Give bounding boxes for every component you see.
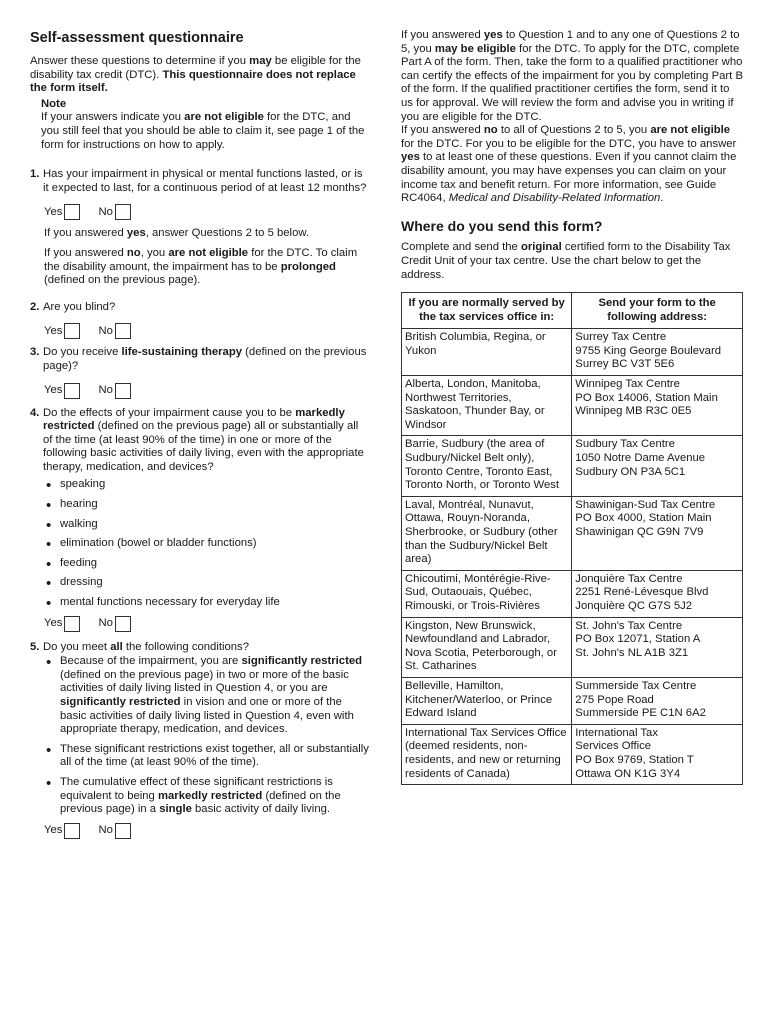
no-label: No: [98, 205, 113, 218]
address-line: St. John's NL A1B 3Z1: [575, 646, 689, 659]
address-line: 2251 René-Lévesque Blvd: [575, 586, 709, 599]
conditions-list: [44, 655, 370, 817]
intro-paragraph: Answer these questions to determine if you may be eligible for the disability tax credit (DTC). This questionnaire does not replace the form itself.: [30, 55, 361, 95]
yes-label: Yes: [44, 324, 63, 337]
question-4-answer: [44, 616, 370, 632]
question-4-text: Do the effects of your impairment cause you to be markedly restricted (defined on the previous page) all or substantially all of the time (at least 90% of the time) in one or more of the following basic activities of daily living, even with the appropriate therapy, medication, and devices?: [43, 406, 364, 473]
question-3-answer: [44, 383, 370, 399]
address-line: Shawinigan QC G9N 7V9: [575, 526, 704, 538]
list-item: • walking: [44, 518, 370, 532]
q4-no-checkbox[interactable]: [115, 616, 131, 632]
no-label: No: [98, 324, 113, 337]
table-row: [402, 436, 743, 496]
address-cell: [572, 496, 743, 570]
address-cell: [572, 724, 743, 784]
table-row: [402, 677, 743, 724]
office-cell: Chicoutimi, Montérégie-Rive-Sud, Outaouais, Québec, Rimouski, or Trois-Rivières: [402, 570, 572, 617]
send-instruction: Complete and send the original certified form to the Disability Tax Credit Unit of your tax centre. Use the chart below to get the address.: [401, 241, 731, 281]
address-line: Summerside PE C1N 6A2: [575, 707, 706, 720]
address-cell: [572, 436, 743, 496]
q4-yes-checkbox[interactable]: [64, 616, 80, 632]
address-line: Sudbury Tax Centre: [575, 438, 675, 451]
left-column: [30, 28, 370, 846]
question-number: 3.: [30, 346, 40, 359]
list-item: • The cumulative effect of these significant restrictions is equivalent to being markedly restricted (defined on the previous page) in a single basic activity of daily living.: [44, 776, 370, 817]
q1-yes-checkbox[interactable]: [64, 204, 80, 220]
list-item: • hearing: [44, 498, 370, 512]
table-header-row: [402, 293, 743, 329]
address-cell: [572, 570, 743, 617]
q1-yes-instruction: If you answered yes, answer Questions 2 to 5 below.: [44, 227, 310, 240]
address-cell: [572, 617, 743, 677]
list-item: • Because of the impairment, you are significantly restricted (defined on the previous page) in two or more of the basic activities of daily living listed in Question 4, or you are significantly restricted in vision and one or more of the basic activities of daily living listed in Question 4, even with appropriate therapy, medication, and devices.: [44, 655, 370, 737]
no-label: No: [98, 823, 113, 836]
q1-no-checkbox[interactable]: [115, 204, 131, 220]
address-line: Shawinigan-Sud Tax Centre: [575, 498, 716, 511]
section-heading: Where do you send this form?: [401, 217, 603, 234]
question-number: 2.: [30, 300, 40, 313]
question-number: 5.: [30, 640, 40, 653]
question-5: [30, 641, 370, 655]
question-1: [30, 168, 370, 195]
address-line: Surrey Tax Centre: [575, 331, 667, 344]
q5-yes-checkbox[interactable]: [64, 823, 80, 839]
office-cell: Laval, Montréal, Nunavut, Ottawa, Rouyn-Noranda, Sherbrooke, or Sudbury (other than the Sudbury/Nickel Belt area): [402, 496, 572, 570]
address-line: 275 Pope Road: [575, 693, 654, 706]
yes-label: Yes: [44, 205, 63, 218]
question-number: 1.: [30, 168, 40, 181]
activities-list: [44, 478, 370, 609]
address-line: International Tax: [575, 726, 658, 739]
list-item: • speaking: [44, 478, 370, 492]
yes-label: Yes: [44, 616, 63, 629]
office-cell: International Tax Services Office (deemed residents, non-residents, and new or returning residents of Canada): [402, 724, 572, 784]
q5-no-checkbox[interactable]: [115, 823, 131, 839]
address-line: Surrey BC V3T 5E6: [575, 358, 675, 371]
question-3: [30, 346, 370, 373]
address-line: Winnipeg MB R3C 0E5: [575, 405, 692, 418]
question-1-text: Has your impairment in physical or mental functions lasted, or is it expected to last, for a continuous period of at least 12 months?: [43, 168, 367, 194]
address-line: Ottawa ON K1G 3Y4: [575, 767, 681, 780]
eligible-paragraph: If you answered yes to Question 1 and to any one of Questions 2 to 5, you may be eligible for the DTC. To apply for the DTC, complete Part A of the form. Then, take the form to a qualified practitioner who can certify the effects of the impairment for you by completing Part B of the form. If the qualified practitioner certifies the form, send it to us for approval. We will review the form and advise you in writing if you are eligible for the DTC.: [401, 29, 743, 123]
no-label: No: [98, 616, 113, 629]
list-item: • dressing: [44, 576, 370, 590]
table-row: [402, 496, 743, 570]
question-5-text: Do you meet all the following conditions?: [43, 640, 249, 653]
address-line: 1050 Notre Dame Avenue: [575, 452, 706, 465]
right-column: [401, 29, 743, 785]
address-line: PO Box 9769, Station T: [575, 753, 694, 766]
no-label: No: [98, 383, 113, 396]
address-cell: [572, 376, 743, 436]
tax-centre-table: [401, 292, 743, 785]
address-line: Winnipeg Tax Centre: [575, 378, 680, 391]
question-2-answer: [44, 323, 370, 339]
column-header-office: If you are normally served by the tax services office in:: [402, 293, 572, 329]
table-row: [402, 329, 743, 376]
address-line: St. John's Tax Centre: [575, 619, 683, 632]
office-cell: Barrie, Sudbury (the area of Sudbury/Nickel Belt only), Toronto Centre, Toronto East, Toronto North, or Toronto West: [402, 436, 572, 496]
table-row: [402, 570, 743, 617]
question-4: [30, 407, 370, 475]
yes-label: Yes: [44, 383, 63, 396]
question-2: [30, 301, 370, 315]
q3-no-checkbox[interactable]: [115, 383, 131, 399]
question-2-text: Are you blind?: [43, 300, 116, 313]
list-item: • mental functions necessary for everyday life: [44, 596, 370, 610]
list-item: • elimination (bowel or bladder functions): [44, 537, 370, 551]
list-item: • feeding: [44, 557, 370, 571]
address-line: 9755 King George Boulevard: [575, 344, 722, 357]
list-item: • These significant restrictions exist together, all or substantially all of the time (at least 90% of the time).: [44, 743, 370, 770]
q2-yes-checkbox[interactable]: [64, 323, 80, 339]
address-line: Services Office: [575, 740, 652, 753]
address-line: PO Box 4000, Station Main: [575, 512, 712, 525]
address-line: Summerside Tax Centre: [575, 679, 697, 692]
question-1-answer: [44, 204, 370, 220]
table-row: [402, 376, 743, 436]
question-3-text: Do you receive life-sustaining therapy (defined on the previous page)?: [43, 346, 367, 372]
table-row: [402, 617, 743, 677]
address-line: Jonquière Tax Centre: [575, 572, 683, 585]
office-cell: Kingston, New Brunswick, Newfoundland and Labrador, Nova Scotia, Peterborough, or St. Catharines: [402, 617, 572, 677]
yes-label: Yes: [44, 823, 63, 836]
address-cell: [572, 677, 743, 724]
office-cell: Belleville, Hamilton, Kitchener/Waterloo, or Prince Edward Island: [402, 677, 572, 724]
question-5-answer: [44, 823, 370, 839]
note-heading: Note: [41, 97, 67, 110]
table-row: [402, 724, 743, 784]
q1-no-instruction: If you answered no, you are not eligible for the DTC. To claim the disability amount, the impairment has to be prolonged (defined on the previous page).: [44, 246, 358, 287]
office-cell: Alberta, London, Manitoba, Northwest Territories, Saskatoon, Thunder Bay, or Windsor: [402, 376, 572, 436]
address-line: Sudbury ON P3A 5C1: [575, 465, 686, 478]
column-header-address: Send your form to the following address:: [572, 293, 743, 329]
office-cell: British Columbia, Regina, or Yukon: [402, 329, 572, 376]
page-title: Self-assessment questionnaire: [30, 30, 244, 46]
note-text: If your answers indicate you are not eligible for the DTC, and you still feel that you should be able to claim it, see page 1 of the form for instructions on how to apply.: [41, 111, 365, 151]
address-cell: [572, 329, 743, 376]
note-block: [30, 98, 370, 152]
q2-no-checkbox[interactable]: [115, 323, 131, 339]
not-eligible-paragraph: If you answered no to all of Questions 2 to 5, you are not eligible for the DTC. For you to be eligible for the DTC, you have to answer yes to at least one of these questions. Even if you cannot claim the disability amount, you may have expenses you can claim on your income tax and benefit return. For more information, see Guide RC4064, Medical and Disability-Related Information.: [401, 124, 737, 205]
address-line: PO Box 14006, Station Main: [575, 391, 718, 404]
address-line: Jonquière QC G7S 5J2: [575, 599, 693, 612]
q3-yes-checkbox[interactable]: [64, 383, 80, 399]
question-number: 4.: [30, 406, 40, 419]
address-line: PO Box 12071, Station A: [575, 633, 701, 646]
